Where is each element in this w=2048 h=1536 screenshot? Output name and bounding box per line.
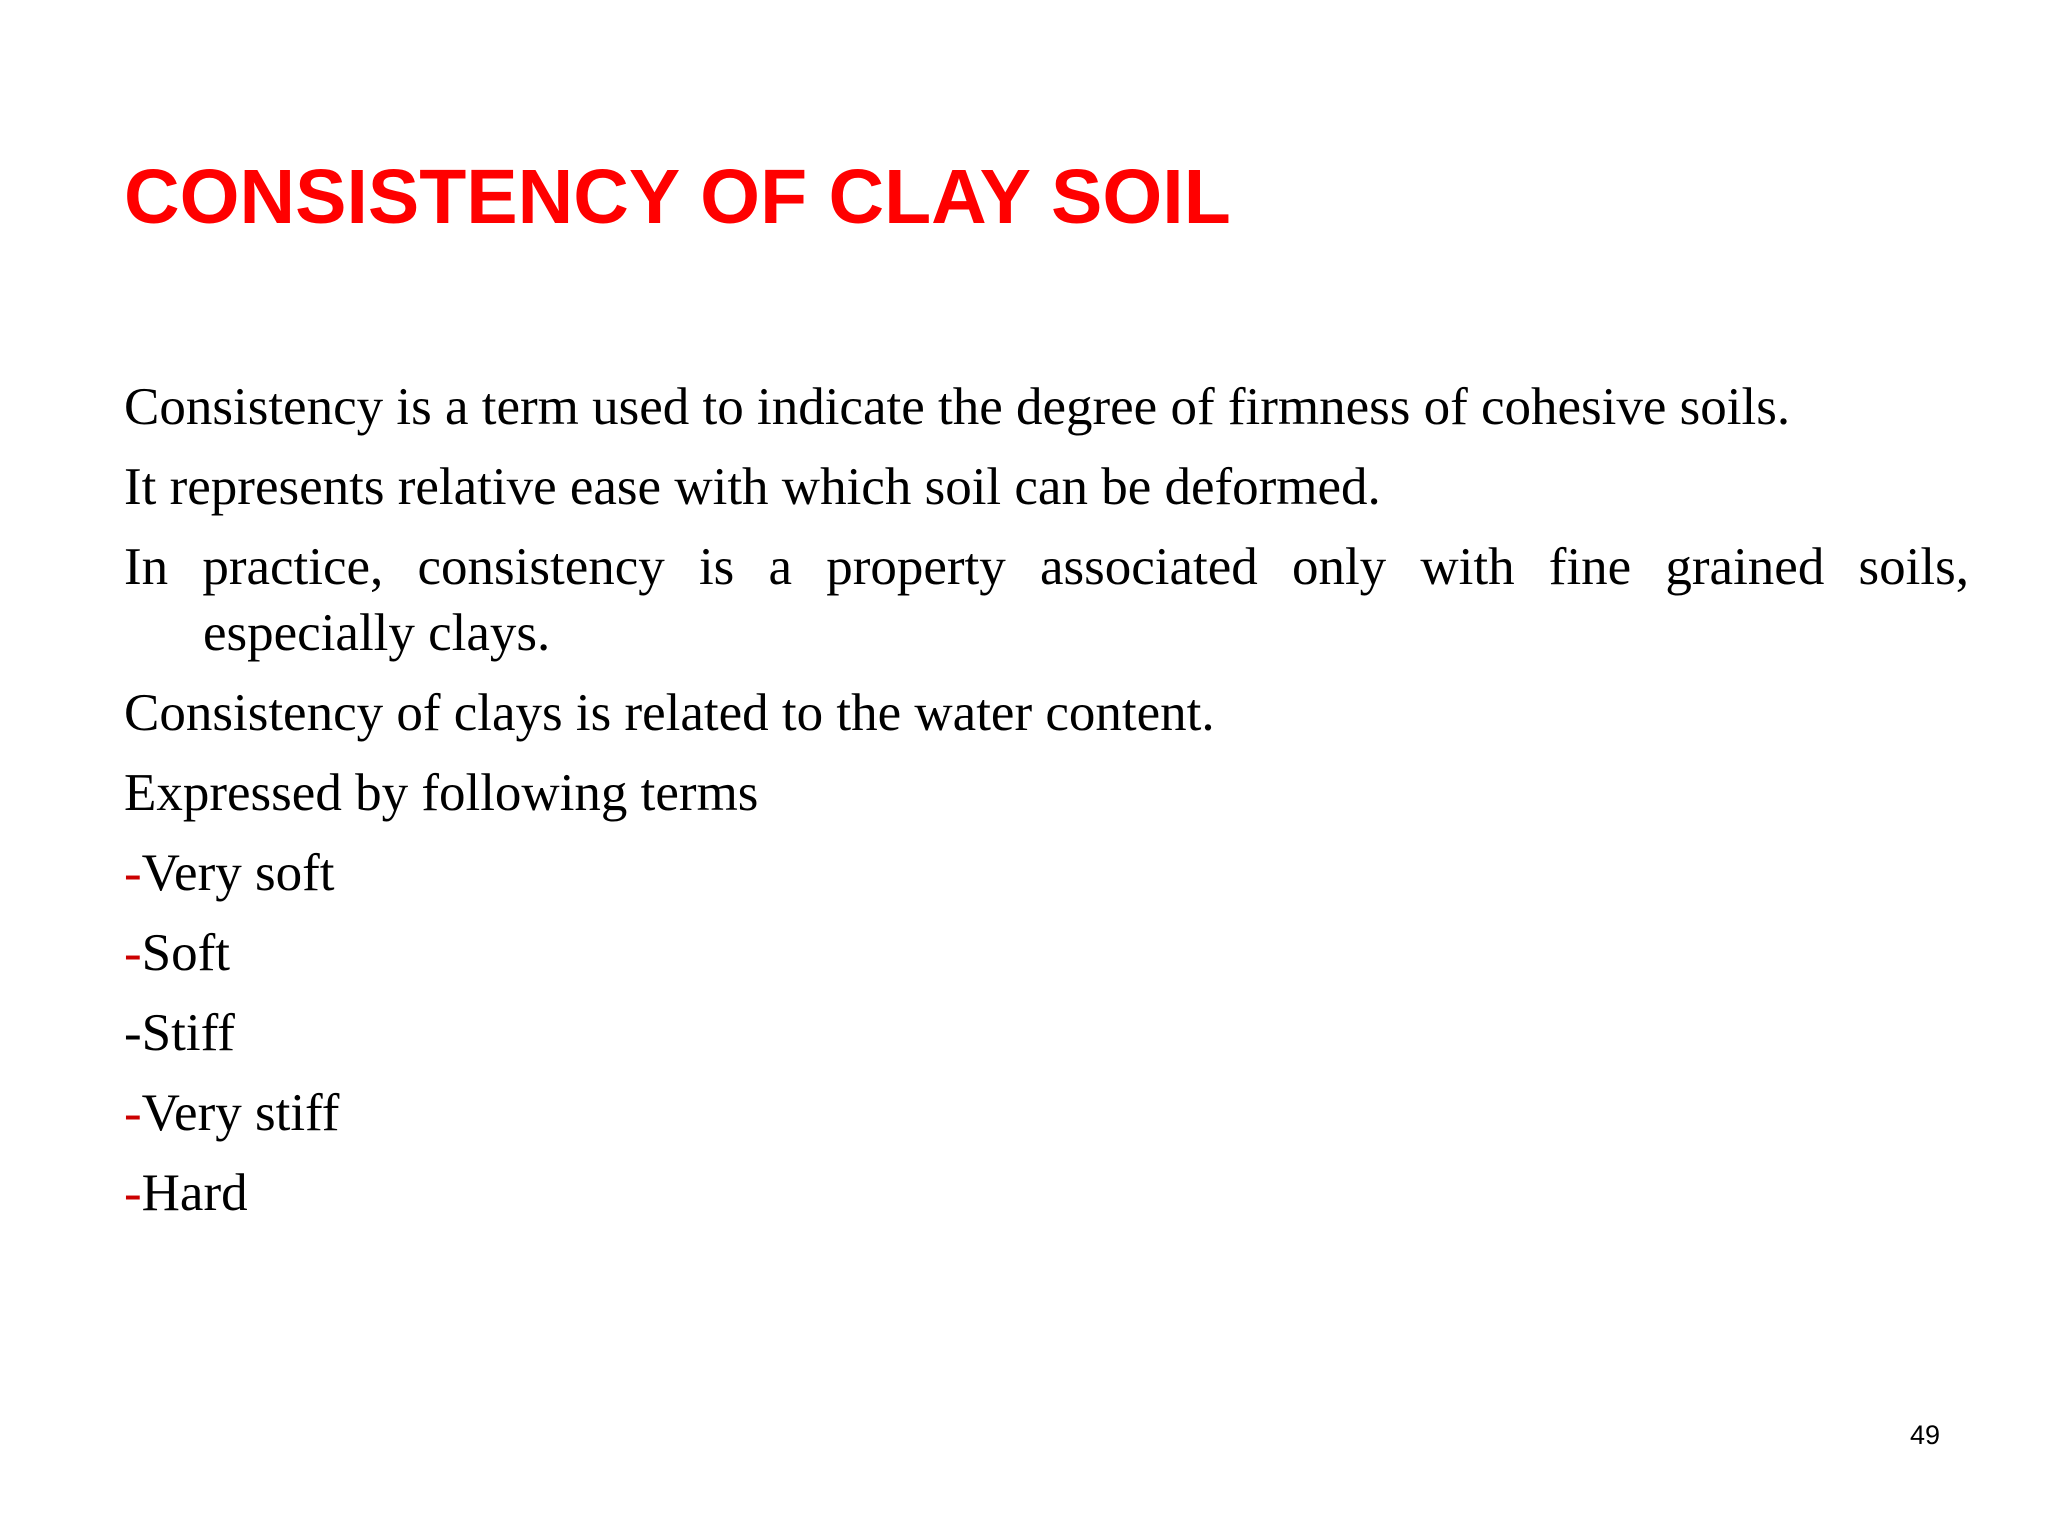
paragraph-practice-word: only — [1291, 538, 1387, 596]
term-item — [124, 1160, 1969, 1240]
paragraph-deformation: It represents relative ease with which soil can be deformed. — [124, 458, 1381, 516]
slide-title: CONSISTENCY OF CLAY SOIL — [124, 154, 1231, 240]
term-label: Very stiff — [141, 1084, 340, 1142]
term-item — [124, 1080, 1969, 1160]
paragraph-practice-word: practice, — [202, 538, 384, 596]
term-label: Soft — [141, 924, 231, 982]
paragraph-definition: Consistency is a term used to indicate the degree of firmness of cohesive soils. — [124, 378, 1791, 436]
paragraph-water-content: Consistency of clays is related to the water content. — [124, 684, 1215, 742]
paragraph-practice-word: In — [124, 538, 169, 596]
paragraph-practice-word: is — [698, 538, 735, 596]
term-label: Very soft — [141, 844, 335, 902]
paragraph-practice-word: associated — [1039, 538, 1258, 596]
paragraph-practice-word: a — [768, 538, 793, 596]
paragraph-practice-line-2: especially clays. — [203, 604, 551, 662]
term-dash: - — [124, 1084, 142, 1142]
term-dash: - — [124, 844, 142, 902]
paragraph-practice-word: property — [826, 538, 1006, 596]
term-label: Hard — [141, 1164, 248, 1222]
paragraph-practice — [124, 534, 1969, 680]
slide-body — [124, 374, 1969, 1240]
term-item — [124, 840, 1969, 920]
paragraph-practice-word: consistency — [417, 538, 665, 596]
paragraph-practice-line-1 — [124, 534, 1969, 600]
paragraph-terms-intro: Expressed by following terms — [124, 764, 759, 822]
term-dash: - — [124, 1004, 142, 1062]
term-dash: - — [124, 1164, 142, 1222]
term-item — [124, 920, 1969, 1000]
term-label: Stiff — [141, 1004, 235, 1062]
paragraph-practice-word: with — [1420, 538, 1515, 596]
term-dash: - — [124, 924, 142, 982]
paragraph-practice-word: grained — [1665, 538, 1825, 596]
page-number: 49 — [1909, 1420, 1940, 1450]
paragraph-practice-word: fine — [1548, 538, 1632, 596]
term-item — [124, 1000, 1969, 1080]
paragraph-practice-word: soils, — [1858, 538, 1969, 596]
